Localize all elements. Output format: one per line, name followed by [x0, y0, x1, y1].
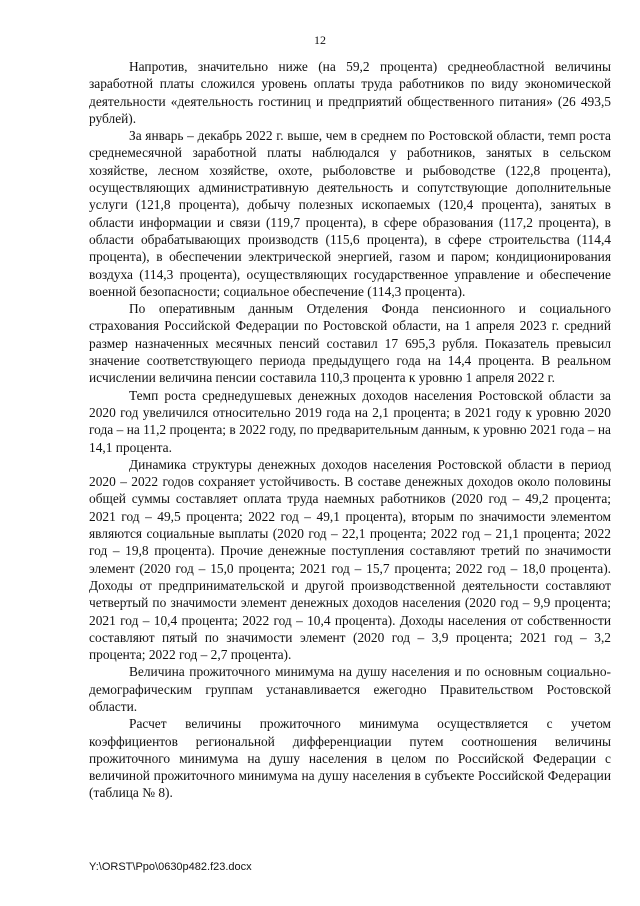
paragraph-subsistence-calculation: Расчет величины прожиточного минимума осуществляется с учетом коэффициентов региональной дифференциации путем соотношения величины прожиточного минимума на душу населения в целом по Российской Федерации с величиной прожиточного минимума на душу населения в субъекте Российской Федерации (таблица № 8). [89, 716, 611, 801]
paragraph-pensions: По оперативным данным Отделения Фонда пенсионного и социального страхования Российской Федерации по Ростовской области, на 1 апреля 2023 г. средний размер назначенных месячных пенсий составил 17 695,3 рубля. Показатель превысил значение соответствующего периода предыдущего года на 14,4 процента. В реальном исчислении величина пенсии составила 110,3 процента к уровню 1 апреля 2022 г. [89, 301, 611, 386]
paragraph-subsistence-minimum: Величина прожиточного минимума на душу населения и по основным социально-демографическим группам устанавливается ежегодно Правительством Ростовской области. [89, 664, 611, 714]
paragraph-hotel-wages: Напротив, значительно ниже (на 59,2 процента) среднеобластной величины заработной платы сложился уровень оплаты труда работников по виду экономической деятельности «деятельность гостиниц и предприятий общественного питания» (26 493,5 рублей). [89, 59, 611, 126]
file-path-footer: Y:\ORST\Ppo\0630p482.f23.docx [89, 861, 252, 873]
page-number: 12 [314, 33, 326, 47]
paragraph-income-structure: Динамика структуры денежных доходов населения Ростовской области в период 2020 – 2022 годов сохраняет устойчивость. В составе денежных доходов около половины общей суммы составляет оплата труда наемных работников (2020 год – 49,2 процента; 2021 год – 49,5 процента; 2022 год – 49,1 процента), вторым по значимости элементом являются социальные выплаты (2020 год – 22,1 процента; 2022 год – 21,1 процента; 2022 год – 19,8 процента). Прочие денежные поступления составляют третий по значимости элемент (2020 год – 15,0 процента; 2021 год – 15,7 процента; 2022 год – 18,0 процента). Доходы от предпринимательской и другой производственной деятельности составляют четвертый по значимости элемент денежных доходов населения (2020 год – 9,9 процента; 2021 год – 10,4 процента; 2022 год – 10,4 процента). Доходы населения от собственности составляют пятый по значимости элемент (2020 год – 3,9 процента; 2021 год – 3,2 процента; 2022 год – 2,7 процента). [89, 456, 611, 663]
document-body [89, 58, 611, 802]
paragraph-income-growth: Темп роста среднедушевых денежных доходов населения Ростовской области за 2020 год увеличился относительно 2019 года на 2,1 процента; в 2021 году к уровню 2020 года – на 11,2 процента; в 2022 году, по предварительным данным, к уровню 2021 года – на 14,1 процента. [89, 387, 611, 455]
paragraph-wage-growth: За январь – декабрь 2022 г. выше, чем в среднем по Ростовской области, темп роста среднемесячной заработной платы наблюдался у работников, занятых в сельском хозяйстве, лесном хозяйстве, охоте, рыболовстве и рыбоводстве (122,8 процента), осуществляющих административную деятельность и сопутствующие дополнительные услуги (121,8 процента), добычу полезных ископаемых (120,4 процента), занятых в области информации и связи (119,7 процента), в сфере образования (117,2 процента), в области обрабатывающих производств (115,6 процента), в сфере строительства (114,4 процента), в обеспечении электрической энергией, газом и паром; кондиционирования воздуха (114,3 процента), осуществляющих государственное управление и обеспечение военной безопасности; социальное обеспечение (114,3 процента). [89, 128, 611, 299]
